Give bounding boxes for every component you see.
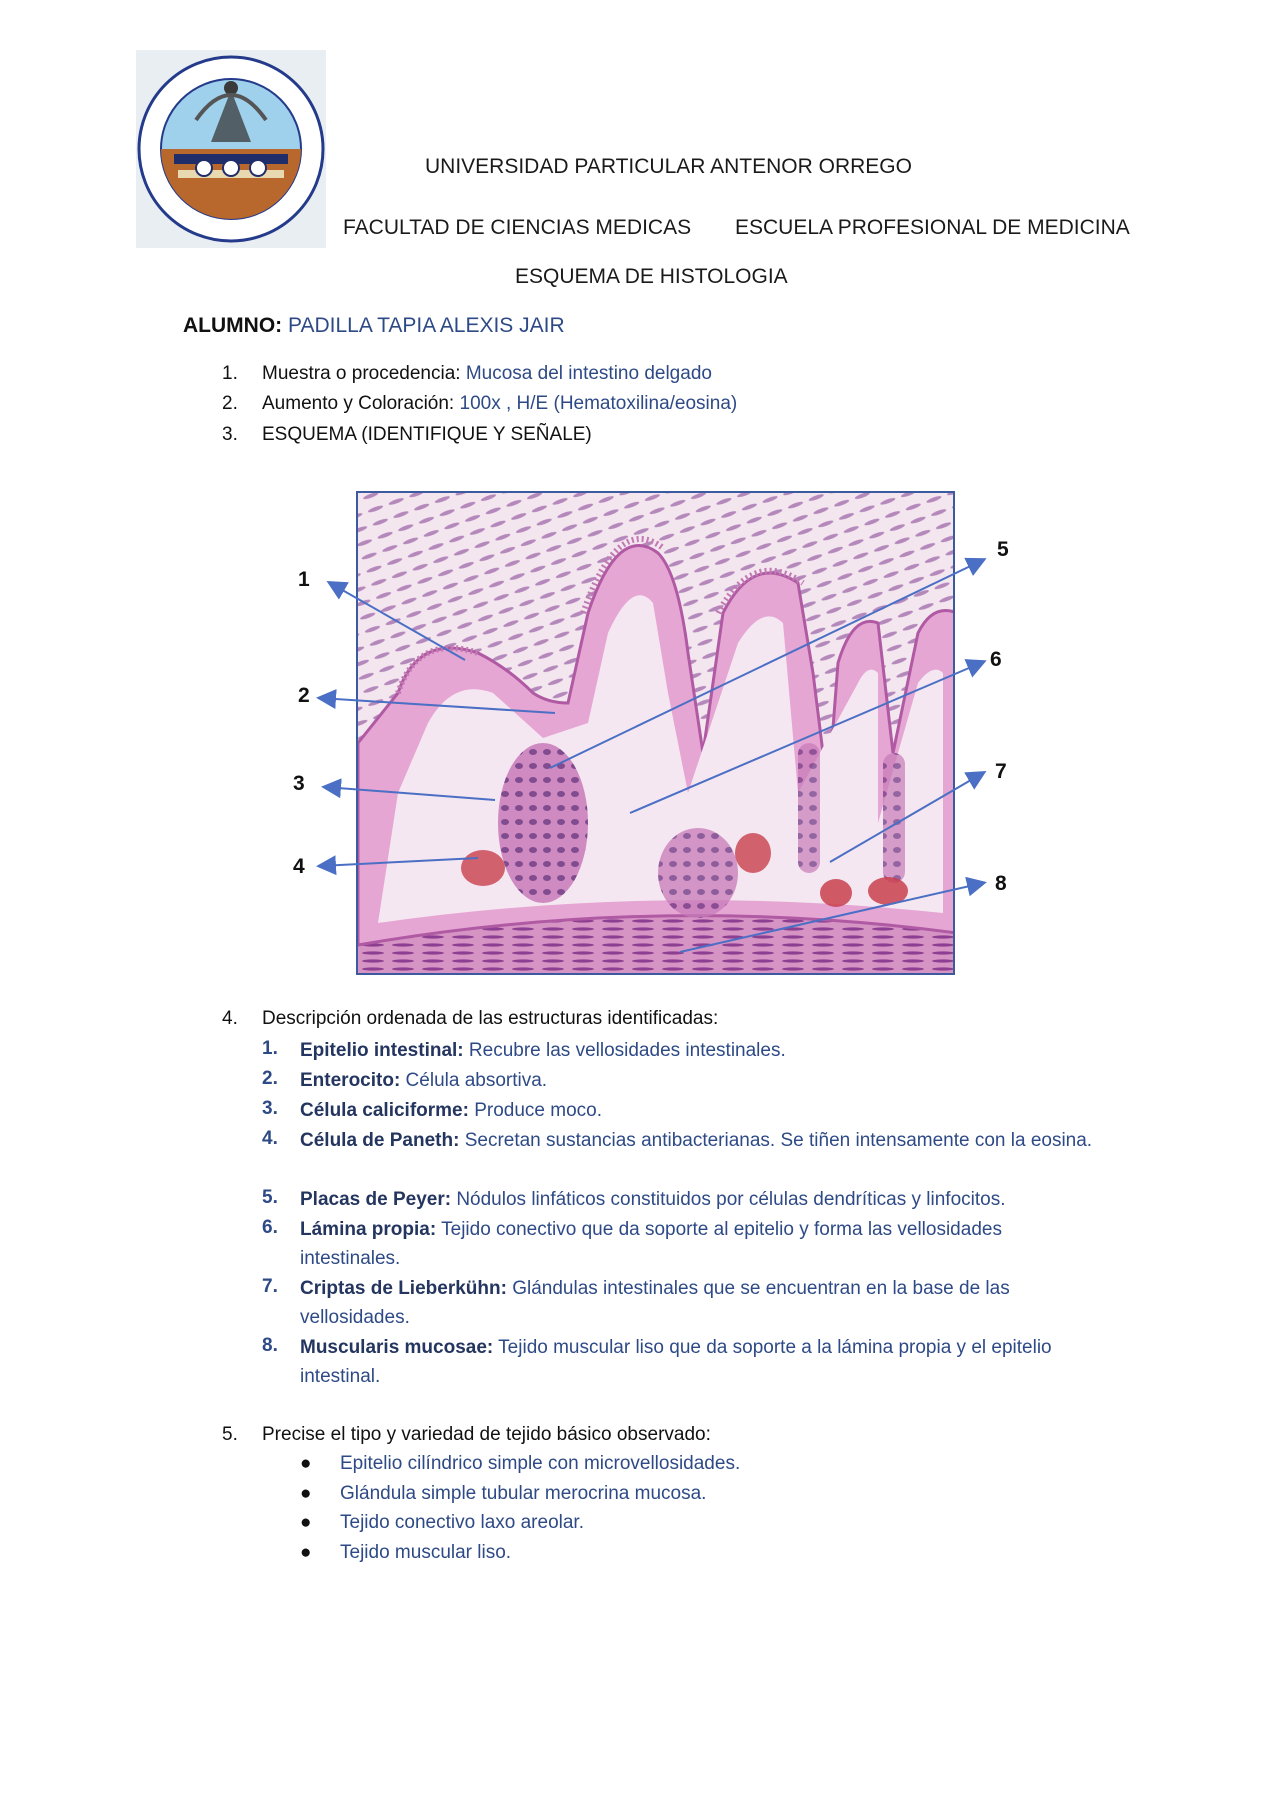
bullet-item: Glándula simple tubular merocrina mucosa. [340,1483,707,1504]
description-entry [300,1066,1100,1095]
item-number: 2. [222,393,238,414]
entry-number: 7. [262,1276,278,1297]
student-label: ALUMNO: [183,314,283,337]
description-entry [300,1333,1100,1391]
callout-5: 5 [997,538,1009,561]
section-heading: Precise el tipo y variedad de tejido básico observado: [262,1424,711,1445]
entry-number: 8. [262,1335,278,1356]
arrow-5 [550,560,983,768]
description-entry [300,1274,1100,1332]
entry-number: 4. [262,1128,278,1149]
item-label: Aumento y Coloración: [262,393,460,414]
description-entry [300,1036,1100,1065]
description-entry [300,1096,1100,1125]
school-name: ESCUELA PROFESIONAL DE MEDICINA [735,216,1130,239]
arrow-2 [320,698,555,713]
entry-term: Placas de Peyer: [300,1189,452,1210]
bullet-item: Tejido conectivo laxo areolar. [340,1512,584,1533]
section-4-heading [222,1008,718,1030]
bullet-icon: ● [300,1483,312,1504]
item-number: 3. [222,424,238,445]
entry-term: Enterocito: [300,1070,401,1091]
item-label: Muestra o procedencia: [262,363,466,384]
description-entry [300,1126,1100,1155]
entry-desc: Tejido conectivo que da soporte al epitelio y forma las vellosidades intestinales. [300,1219,1002,1269]
bullet-item: Epitelio cilíndrico simple con microvellosidades. [340,1453,741,1474]
entry-number: 6. [262,1217,278,1238]
entry-term: Célula de Paneth: [300,1130,460,1151]
callout-7: 7 [995,760,1007,783]
entry-desc: Produce moco. [468,1100,603,1121]
entry-number: 5. [262,1187,278,1208]
arrow-3 [325,787,495,800]
entry-number: 1. [262,1038,278,1059]
section-number: 4. [222,1008,238,1029]
bullet-icon: ● [300,1542,312,1563]
faculty-name: FACULTAD DE CIENCIAS MEDICAS [343,216,692,239]
arrow-1 [330,583,465,660]
entry-term: Célula caliciforme: [300,1100,469,1121]
student-name: PADILLA TAPIA ALEXIS JAIR [288,314,565,337]
callout-3: 3 [293,772,305,795]
arrow-6 [630,662,983,813]
item-label: ESQUEMA (IDENTIFIQUE Y SEÑALE) [262,424,592,445]
section-number: 5. [222,1424,238,1445]
entry-desc: Nódulos linfáticos constituidos por células dendríticas y linfocitos. [451,1189,1006,1210]
bullet-icon: ● [300,1512,312,1533]
callout-8: 8 [995,872,1007,895]
arrow-4 [320,858,478,866]
entry-desc: Recubre las vellosidades intestinales. [463,1040,786,1061]
section-5-heading [222,1424,711,1446]
document-title: ESQUEMA DE HISTOLOGIA [515,265,788,288]
entry-term: Criptas de Lieberkühn: [300,1278,507,1299]
callout-4: 4 [293,855,305,878]
description-entry [300,1185,1100,1214]
arrow-7 [830,773,983,862]
callout-2: 2 [298,684,310,707]
entry-number: 3. [262,1098,278,1119]
item-value: 100x , H/E (Hematoxilina/eosina) [459,393,738,414]
bullet-item: Tejido muscular liso. [340,1542,512,1563]
entry-term: Muscularis mucosae: [300,1337,494,1358]
description-entry [300,1215,1100,1273]
entry-number: 2. [262,1068,278,1089]
entry-desc: Tejido muscular liso que da soporte a la lámina propia y el epitelio intestinal. [300,1337,1052,1387]
entry-desc: Célula absortiva. [400,1070,548,1091]
bullet-icon: ● [300,1453,312,1474]
item-value: Mucosa del intestino delgado [465,363,712,384]
arrow-8 [680,883,983,952]
entry-desc: Secretan sustancias antibacterianas. Se tiñen intensamente con la eosina. [459,1130,1093,1151]
university-name: UNIVERSIDAD PARTICULAR ANTENOR ORREGO [425,155,912,178]
entry-term: Epitelio intestinal: [300,1040,464,1061]
callout-1: 1 [298,568,310,591]
entry-desc: Glándulas intestinales que se encuentran en la base de las vellosidades. [300,1278,1010,1328]
item-number: 1. [222,363,238,384]
section-heading: Descripción ordenada de las estructuras identificadas: [262,1008,719,1029]
entry-term: Lámina propia: [300,1219,437,1240]
callout-6: 6 [990,648,1002,671]
